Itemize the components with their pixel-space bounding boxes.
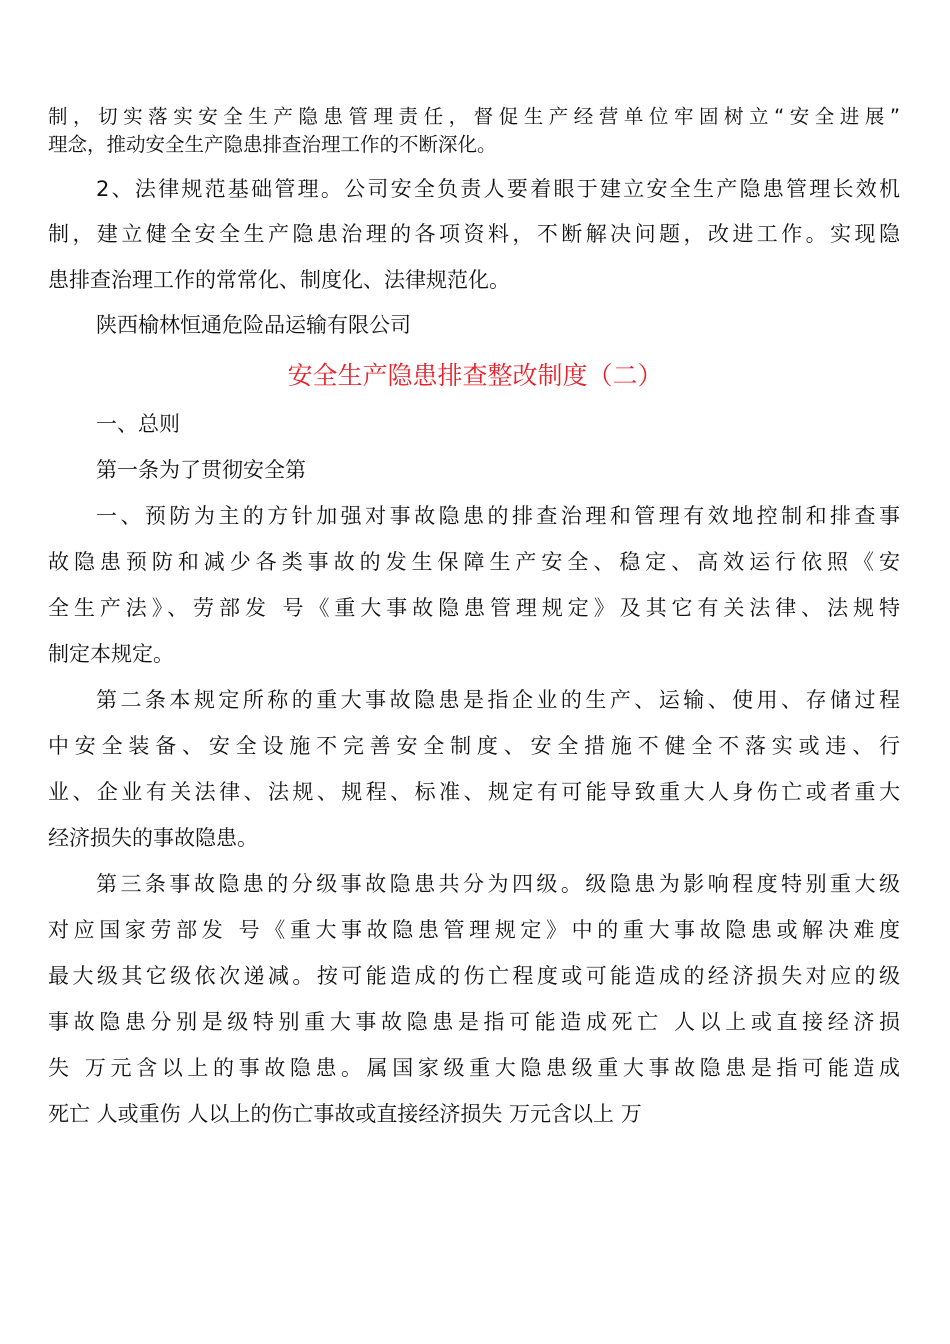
paragraph-1-line-1: 一、预防为主的方针加强对事故隐患的排查治理和管理有效地控制和排查事 xyxy=(96,504,900,528)
top-paragraph-line-1: 制，切实落实安全生产隐患管理责任，督促生产经营单位牢固树立“安全进展” xyxy=(48,105,900,128)
article-1-intro: 第一条为了贯彻安全第 xyxy=(96,458,306,482)
heading-general-provisions: 一、总则 xyxy=(96,412,180,436)
paragraph-3-line-4: 事故隐患分别是级特别重大事故隐患是指可能造成死亡 人以上或直接经济损 xyxy=(48,1010,900,1034)
paragraph-2-line-2: 中安全装备、安全设施不完善安全制度、安全措施不健全不落实或违、行 xyxy=(48,734,900,758)
section-2-line-2: 制，建立健全安全生产隐患治理的各项资料，不断解决问题，改进工作。实现隐 xyxy=(48,222,900,246)
company-name: 陕西榆林恒通危险品运输有限公司 xyxy=(96,313,411,337)
paragraph-2-line-1: 第二条本规定所称的重大事故隐患是指企业的生产、运输、使用、存储过程 xyxy=(96,688,900,712)
paragraph-1-line-2: 故隐患预防和减少各类事故的发生保障生产安全、稳定、高效运行依照《安 xyxy=(48,550,900,574)
document-title: 安全生产隐患排查整改制度（二） xyxy=(287,361,663,390)
paragraph-3-line-6: 死亡 人或重伤 人以上的伤亡事故或直接经济损失 万元含以上 万 xyxy=(48,1102,642,1126)
paragraph-3-line-2: 对应国家劳部发 号《重大事故隐患管理规定》中的重大事故隐患或解决难度 xyxy=(48,918,900,942)
section-2-line-1: 2、法律规范基础管理。公司安全负责人要着眼于建立安全生产隐患管理长效机 xyxy=(96,177,900,201)
paragraph-3-line-1: 第三条事故隐患的分级事故隐患共分为四级。级隐患为影响程度特别重大级 xyxy=(96,872,900,896)
paragraph-2-line-4: 经济损失的事故隐患。 xyxy=(48,826,258,850)
paragraph-3-line-3: 最大级其它级依次递减。按可能造成的伤亡程度或可能造成的经济损失对应的级 xyxy=(48,964,900,988)
paragraph-3-line-5: 失 万元含以上的事故隐患。属国家级重大隐患级重大事故隐患是指可能造成 xyxy=(48,1056,900,1080)
section-2-line-3: 患排查治理工作的常常化、制度化、法律规范化。 xyxy=(48,268,510,292)
paragraph-1-line-4: 制定本规定。 xyxy=(48,642,174,666)
paragraph-2-line-3: 业、企业有关法律、法规、规程、标准、规定有可能导致重大人身伤亡或者重大 xyxy=(48,780,900,804)
top-paragraph-line-2: 理念，推动安全生产隐患排查治理工作的不断深化。 xyxy=(48,133,497,156)
paragraph-1-line-3: 全生产法》、劳部发 号《重大事故隐患管理规定》及其它有关法律、法规特 xyxy=(48,596,900,620)
